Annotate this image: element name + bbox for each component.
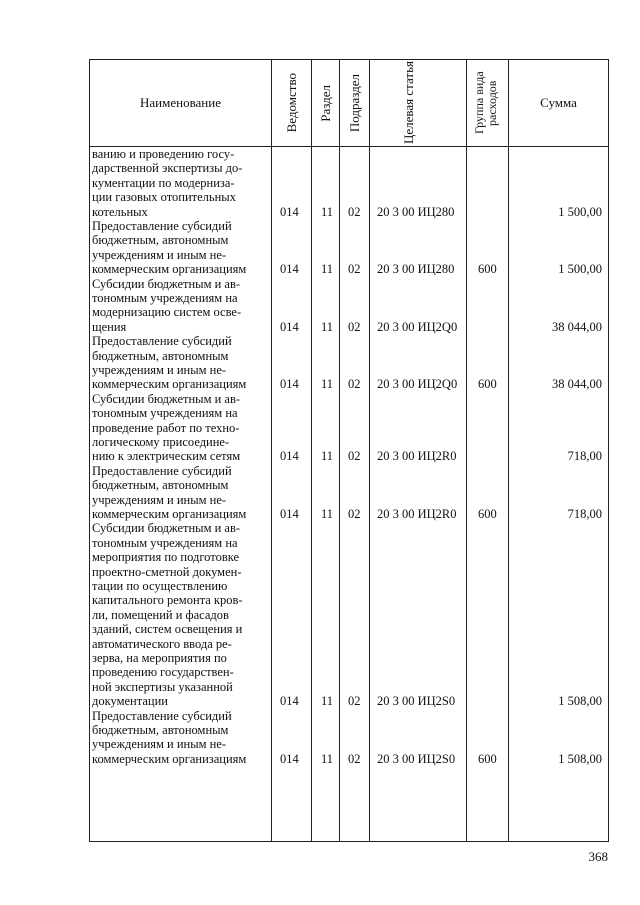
row-name-line: Предоставление субсидий	[92, 219, 232, 233]
row-summa: 718,00	[567, 449, 602, 464]
row-razdel: 11	[321, 751, 334, 766]
row-vedomstvo: 014	[280, 506, 299, 521]
row-celevaya: 20 3 00 ИЦ2R0	[377, 449, 457, 464]
row-summa: 1 508,00	[558, 694, 602, 709]
table-row	[89, 464, 609, 522]
row-podrazdel: 02	[348, 377, 361, 392]
row-name-line: бюджетным, автономным	[92, 478, 229, 493]
row-name-line: ли, помещений и фасадов	[92, 607, 229, 622]
row-razdel: 11	[321, 262, 334, 277]
row-name	[92, 219, 270, 277]
row-summa: 38 044,00	[552, 377, 602, 392]
row-podrazdel: 02	[348, 204, 361, 219]
row-name-line: нию к электрическим сетям	[92, 449, 241, 464]
row-gruppa: 600	[478, 377, 497, 392]
header-summa	[509, 60, 608, 146]
row-name-line: коммерческим организациям	[92, 507, 247, 522]
row-name-line: тономным учреждениям на	[92, 406, 238, 421]
row-podrazdel: 02	[348, 751, 361, 766]
row-celevaya: 20 3 00 ИЦ280	[377, 262, 455, 277]
row-name-line: автоматического ввода ре-	[92, 636, 232, 651]
row-razdel: 11	[321, 506, 334, 521]
row-name-line: котельных	[92, 204, 148, 219]
row-name-line: Предоставление субсидий	[92, 708, 232, 723]
row-name-line: тономным учреждениям на	[92, 535, 238, 550]
row-celevaya: 20 3 00 ИЦ2S0	[377, 694, 456, 709]
row-name-line: документации	[92, 694, 168, 709]
row-name	[92, 464, 270, 522]
row-name-line: коммерческим организациям	[92, 262, 247, 277]
row-razdel: 11	[321, 204, 334, 219]
header-celevaya-label: Целевая статья	[401, 61, 416, 145]
row-name-line: Субсидии бюджетным и ав-	[92, 391, 241, 406]
row-vedomstvo: 014	[280, 204, 299, 219]
header-gruppa-label: Группа вида расходов	[471, 71, 499, 135]
row-razdel: 11	[321, 377, 334, 392]
row-celevaya: 20 3 00 ИЦ2S0	[377, 751, 456, 766]
row-vedomstvo: 014	[280, 377, 299, 392]
row-vedomstvo: 014	[280, 449, 299, 464]
row-name-line: бюджетным, автономным	[92, 723, 229, 737]
row-gruppa: 600	[478, 506, 497, 521]
row-name-line: ции газовых отопительных	[92, 190, 236, 205]
table-row	[89, 709, 609, 767]
row-podrazdel: 02	[348, 262, 361, 277]
header-vedomstvo-label: Ведомство	[283, 73, 299, 133]
row-name-line: ванию и проведению госу-	[92, 147, 235, 161]
row-name-line: мероприятия по подготовке	[92, 550, 240, 565]
row-name-line: учреждениям и иным не-	[92, 737, 227, 752]
row-name-line: тации по осуществлению	[92, 579, 228, 594]
row-name-line: Субсидии бюджетным и ав-	[92, 521, 241, 536]
header-gruppa	[467, 60, 508, 146]
row-razdel: 11	[321, 449, 334, 464]
row-summa: 1 500,00	[558, 204, 602, 219]
row-name-line: коммерческим организациям	[92, 751, 247, 766]
table-row	[89, 521, 609, 708]
row-podrazdel: 02	[348, 319, 361, 334]
row-name-line: модернизацию систем осве-	[92, 305, 242, 320]
row-name	[92, 709, 270, 767]
header-name	[90, 60, 271, 146]
row-name-line: зданий, систем освещения и	[92, 622, 243, 637]
row-name	[92, 334, 270, 392]
table-row	[89, 392, 609, 464]
row-name	[92, 147, 270, 219]
row-name-line: проведению государствен-	[92, 665, 234, 680]
header-razdel	[312, 60, 339, 146]
header-podrazdel-label: Подраздел	[346, 73, 362, 133]
row-name-line: учреждениям и иным не-	[92, 492, 227, 507]
row-name-line: проектно-сметной докумен-	[92, 564, 242, 579]
header-vedomstvo	[272, 60, 311, 146]
row-name-line: бюджетным, автономным	[92, 348, 229, 363]
row-celevaya: 20 3 00 ИЦ2R0	[377, 506, 457, 521]
row-name-line: логическому присоедине-	[92, 435, 230, 450]
row-name-line: учреждениям и иным не-	[92, 363, 227, 377]
row-celevaya: 20 3 00 ИЦ2Q0	[377, 319, 458, 334]
table-row	[89, 334, 609, 392]
page-number: 368	[588, 849, 608, 864]
header-name-label: Наименование	[140, 95, 221, 110]
row-vedomstvo: 014	[280, 751, 299, 766]
row-celevaya: 20 3 00 ИЦ280	[377, 204, 455, 219]
row-name-line: ной экспертизы указанной	[92, 679, 233, 694]
row-name-line: щения	[92, 319, 127, 334]
row-vedomstvo: 014	[280, 319, 299, 334]
row-name	[92, 277, 270, 335]
row-name-line: бюджетным, автономным	[92, 233, 229, 248]
row-name-line: Предоставление субсидий	[92, 334, 232, 349]
row-celevaya: 20 3 00 ИЦ2Q0	[377, 377, 458, 392]
row-name	[92, 521, 270, 708]
row-gruppa: 600	[478, 751, 497, 766]
row-summa: 718,00	[567, 506, 602, 521]
row-name-line: проведение работ по техно-	[92, 420, 240, 435]
row-name-line: Субсидии бюджетным и ав-	[92, 276, 241, 291]
row-summa: 38 044,00	[552, 319, 602, 334]
row-name-line: тономным учреждениям на	[92, 291, 238, 305]
header-podrazdel	[340, 60, 369, 146]
row-name-line: зерва, на мероприятия по	[92, 651, 227, 666]
table-row	[89, 219, 609, 277]
row-summa: 1 500,00	[558, 262, 602, 277]
row-podrazdel: 02	[348, 506, 361, 521]
row-name	[92, 392, 270, 464]
header-celevaya	[370, 60, 466, 146]
row-razdel: 11	[321, 694, 334, 709]
row-gruppa: 600	[478, 262, 497, 277]
row-name-line: дарственной экспертизы до-	[92, 161, 243, 176]
row-name-line: Предоставление субсидий	[92, 463, 232, 478]
row-vedomstvo: 014	[280, 694, 299, 709]
header-summa-label: Сумма	[540, 95, 577, 110]
header-razdel-label: Раздел	[317, 84, 333, 122]
row-podrazdel: 02	[348, 694, 361, 709]
row-name-line: кументации по модерниза-	[92, 175, 235, 190]
row-summa: 1 508,00	[558, 751, 602, 766]
row-podrazdel: 02	[348, 449, 361, 464]
table-row	[89, 277, 609, 335]
row-vedomstvo: 014	[280, 262, 299, 277]
row-razdel: 11	[321, 319, 334, 334]
row-name-line: учреждениям и иным не-	[92, 247, 227, 262]
table-row	[89, 147, 609, 219]
row-name-line: коммерческим организациям	[92, 377, 247, 392]
row-name-line: капитального ремонта кров-	[92, 593, 243, 608]
